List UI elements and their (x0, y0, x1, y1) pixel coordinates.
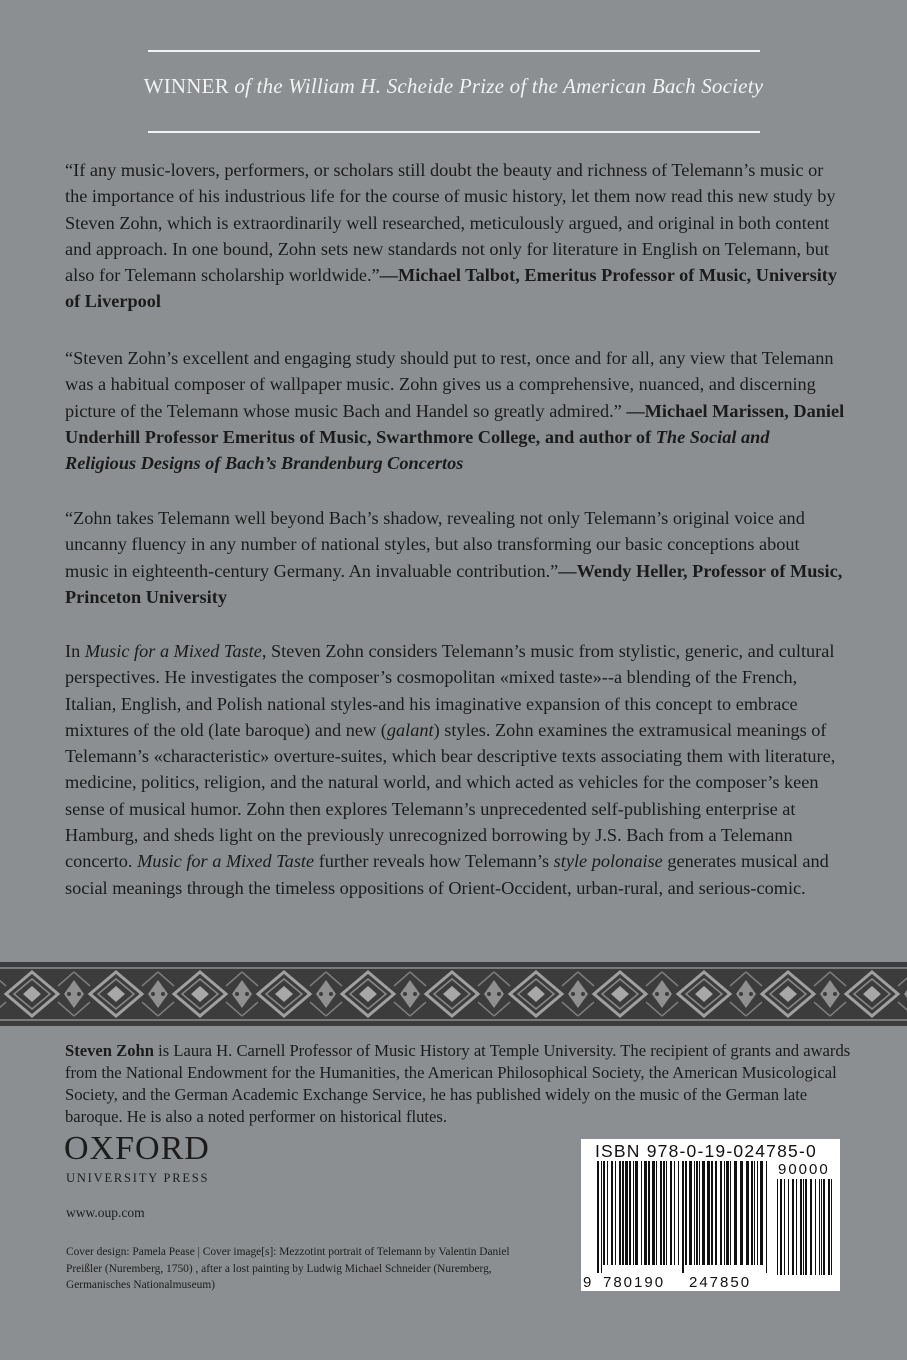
oxford-subtitle: UNIVERSITY PRESS (66, 1171, 210, 1185)
barcode-bar (702, 1161, 705, 1265)
barcode-bar (660, 1161, 662, 1265)
addon-bar (831, 1179, 832, 1275)
isbn-barcode (581, 1139, 840, 1291)
quote-attribution-title: The Social and Religious Designs of Bach’s Brandenburg Concertos (65, 426, 770, 474)
barcode-bar (715, 1161, 717, 1265)
award-bottom-rule (148, 131, 760, 133)
quote-attribution: —Michael Marissen, Daniel Underhill Professor Emeritus of Music, Swarthmore College, and author of (65, 400, 845, 447)
description-text: In (65, 641, 85, 661)
bio-text: is Laura H. Carnell Professor of Music History at Temple University. The recipient of grants and awards from the National Endowment for the Humanities, the American Philosophical Society, the American Musicological Society, and the German Academic Exchange Service, he has published widely on the music of the German late baroque. He is also a noted performer on historical flutes. (65, 1041, 851, 1126)
addon-bar (805, 1179, 807, 1275)
barcode-bar (674, 1161, 675, 1265)
barcode-bar (724, 1161, 725, 1265)
barcode-bar (707, 1161, 710, 1265)
barcode-bar (689, 1161, 692, 1265)
barcode-bar (766, 1161, 767, 1273)
barcode-bar (619, 1161, 621, 1265)
oxford-logo: OXFORD (64, 1130, 210, 1167)
ean-left-digits: 780190 (603, 1274, 666, 1291)
quote-attribution: —Michael Talbot, Emeritus Professor of Music, University of Liverpool (65, 265, 838, 312)
ornament-pattern (0, 962, 907, 1026)
addon-bar (780, 1179, 782, 1275)
quote-marissen (65, 345, 845, 476)
quote-attribution: —Wendy Heller, Professor of Music, Princeton University (65, 560, 843, 607)
barcode-bar (699, 1161, 700, 1265)
quote-text: “Steven Zohn’s excellent and engaging study should put to rest, once and for all, any view that Telemann was a habitual composer of wallpaper music. Zohn gives us a comprehensive, nuanced, and discerning picture of the Telemann whose music Bach and Handel so greatly admired.” (65, 348, 834, 421)
description-text: ) styles. Zohn examines the extramusical meanings of Telemann’s «characteristic» overture-suites, which bear descriptive texts associating them with literature, medicine, politics, religion, and the natural world, and which acted as vehicles for the composer’s keen sense of musical humor. Zohn then explores Telemann’s unprecedented self-publishing enterprise at Hamburg, and sheds light on the previously unrecognized borrowing by J.S. Bach from a Telemann concerto. (65, 719, 836, 872)
barcode-bar (625, 1161, 628, 1265)
ean-right-digits: 247850 (689, 1274, 752, 1291)
addon-bar (821, 1179, 822, 1275)
ean-first-digit: 9 (583, 1274, 594, 1291)
quote-heller (65, 505, 845, 610)
barcode-bar (644, 1161, 647, 1265)
author-name: Steven Zohn (65, 1041, 154, 1060)
isbn-number: ISBN 978-0-19-024785-0 (595, 1141, 817, 1161)
barcode-bar (633, 1161, 634, 1265)
ornamental-band (0, 962, 907, 1026)
barcode-bar (694, 1161, 695, 1265)
barcode-bar (720, 1161, 722, 1265)
book-description (65, 638, 845, 901)
addon-bar (796, 1179, 797, 1275)
addon-bar (800, 1179, 802, 1275)
barcode-bar (726, 1161, 729, 1265)
barcode-bar (607, 1161, 608, 1265)
barcode-bar (666, 1161, 667, 1265)
barcode-bar (601, 1161, 602, 1273)
barcode-bar (629, 1161, 631, 1265)
addon-bar (810, 1179, 812, 1275)
barcode-bar (635, 1161, 638, 1265)
barcode-bar (670, 1161, 672, 1265)
addon-bar (815, 1179, 816, 1275)
barcode-bar (641, 1161, 642, 1265)
addon-bar (777, 1179, 778, 1275)
barcode-bar (603, 1161, 605, 1265)
barcode-bar (754, 1161, 755, 1265)
barcode-bar (615, 1161, 616, 1265)
barcode-bar (682, 1161, 684, 1273)
addon-bar (784, 1179, 785, 1275)
publisher-website[interactable]: www.oup.com (66, 1205, 145, 1220)
barcode-bar (730, 1161, 731, 1265)
award-prize: of the William H. Scheide Prize of the American Bach Society (234, 74, 764, 98)
barcode-bar (711, 1161, 713, 1265)
barcode-bar (652, 1161, 655, 1265)
barcode-bar (734, 1161, 737, 1265)
addon-bar (823, 1179, 825, 1275)
description-text: , Steven Zohn considers Telemann’s music from stylistic, generic, and cultural perspectives. He investigates the composer’s cosmopolitan «mixed taste»--a blending of the French, Italian, English, and Polish national styles-and his imaginative expansion of this concept to embrace mixtures of the old (late baroque) and new ( (65, 641, 835, 740)
barcode-bar (678, 1161, 679, 1265)
addon-bar (828, 1179, 830, 1275)
addon-bar (803, 1179, 804, 1275)
barcode-bar (751, 1161, 753, 1265)
barcode-bar (656, 1161, 657, 1265)
barcode-bar (685, 1161, 687, 1265)
description-text: generates musical and social meanings through the timeless oppositions of Orient-Occident, urban-rural, and serious-comic. (65, 851, 829, 898)
author-bio (65, 1040, 855, 1128)
barcode-bar (597, 1161, 599, 1273)
book-title: Music for a Mixed Taste (137, 851, 315, 872)
description-text: further reveals how Telemann’s (314, 851, 554, 872)
addon-bar (788, 1179, 789, 1275)
award-winner: WINNER (143, 74, 229, 98)
barcode-bar (740, 1161, 743, 1265)
addon-bar (819, 1179, 820, 1275)
book-title: Music for a Mixed Taste (84, 641, 262, 661)
barcode-bar (663, 1161, 665, 1265)
quote-text: “If any music-lovers, performers, or scholars still doubt the beauty and richness of Telemann’s music or the importance of his industrious life for the course of music history, let them now read this new study by Steven Zohn, which is extraordinarily well researched, meticulously argued, and original in both content and approach. In one bound, Zohn sets new standards not only for literature in English on Telemann, but also for Telemann scholarship worldwide.” (65, 160, 836, 286)
addon-bar (792, 1179, 794, 1275)
barcode-bar (696, 1161, 698, 1265)
galant-term: galant (386, 719, 434, 740)
quote-text: “Zohn takes Telemann well beyond Bach’s shadow, revealing not only Telemann’s original voice and uncanny fluency in any number of national styles, but also transforming our basic conceptions about music in eighteenth-century Germany. An invaluable contribution.” (65, 508, 805, 581)
price-code: 90000 (778, 1161, 830, 1178)
barcode-bar (760, 1161, 763, 1265)
barcode-bar (648, 1161, 650, 1265)
award-banner (0, 74, 907, 99)
barcode-bar (746, 1161, 749, 1265)
quote-talbot (65, 157, 845, 315)
top-rule (148, 50, 760, 52)
barcode-bar (757, 1161, 758, 1265)
cover-credits: Cover design: Pamela Pease | Cover image[s]: Mezzotint portrait of Telemann by Valentin Daniel Preißler (Nuremberg, 1750) , after a lost painting by Ludwig Michael Schneider (Nuremberg, Germanisches Nationalmuseum) (66, 1246, 510, 1291)
style-term: style polonaise (553, 851, 663, 872)
barcode-bar (622, 1161, 624, 1265)
barcode-bar (611, 1161, 613, 1265)
